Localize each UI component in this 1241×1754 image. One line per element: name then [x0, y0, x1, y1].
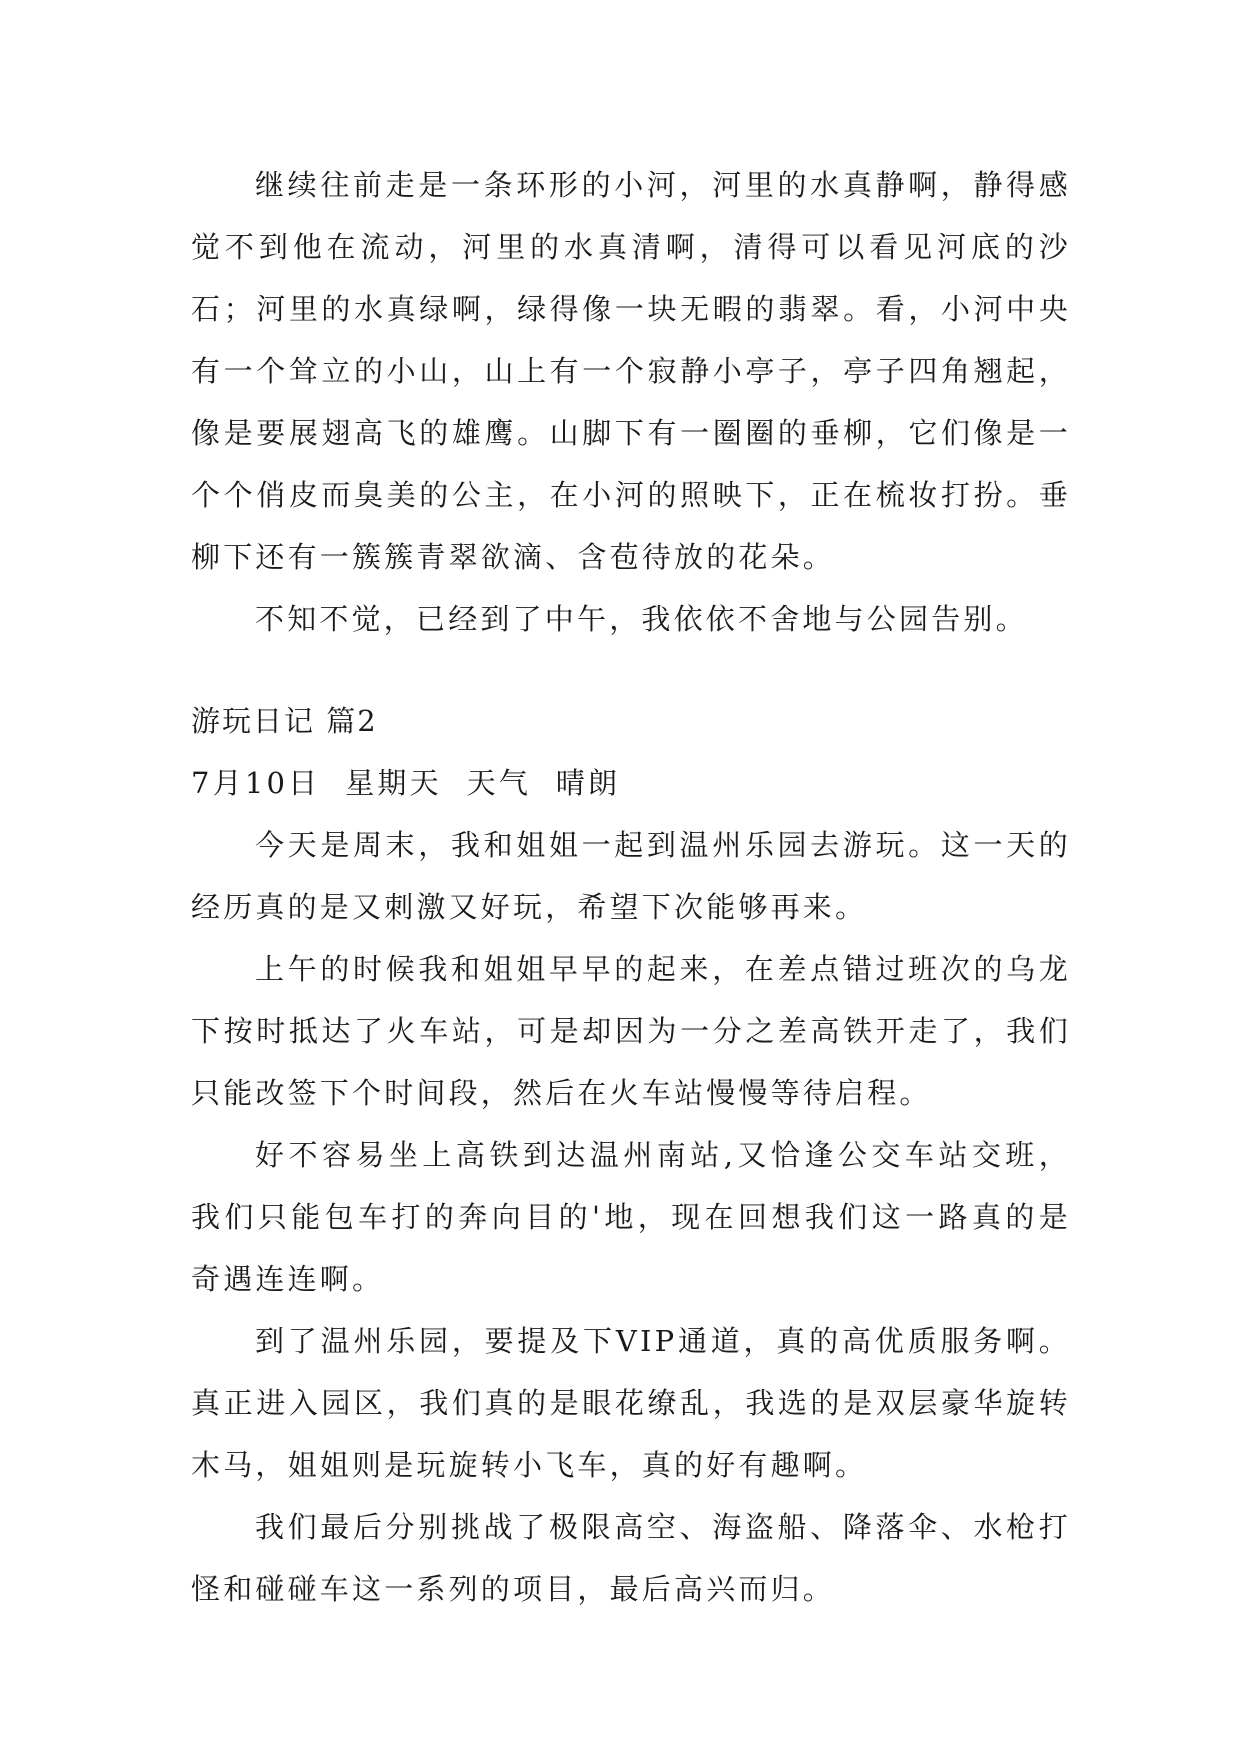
paragraph-morning: 上午的时候我和姐姐早早的起来，在差点错过班次的乌龙下按时抵达了火车站，可是却因为一分之差高铁开走了，我们只能改签下个时间段，然后在火车站慢慢等待启程。	[191, 952, 1071, 1110]
section-heading: 游玩日记 篇2	[191, 704, 378, 738]
date-line: 7月10日 星期天 天气 晴朗	[191, 766, 621, 800]
paragraph-farewell: 不知不觉，已经到了中午，我依依不舍地与公园告别。	[255, 602, 1028, 636]
paragraph-journey: 好不容易坐上高铁到达温州南站,又恰逢公交车站交班，我们只能包车打的奔向目的'地，现在回想我们这一路真的是奇遇连连啊。	[191, 1138, 1071, 1296]
paragraph-intro: 今天是周末，我和姐姐一起到温州乐园去游玩。这一天的经历真的是又刺激又好玩，希望下次能够再来。	[191, 828, 1071, 924]
paragraph-park: 到了温州乐园，要提及下VIP通道，真的高优质服务啊。真正进入园区，我们真的是眼花缭乱，我选的是双层豪华旋转木马，姐姐则是玩旋转小飞车，真的好有趣啊。	[191, 1324, 1071, 1482]
document-body	[191, 154, 1071, 1620]
paragraph-river: 继续往前走是一条环形的小河，河里的水真静啊，静得感觉不到他在流动，河里的水真清啊，清得可以看见河底的沙石；河里的水真绿啊，绿得像一块无暇的翡翠。看，小河中央有一个耸立的小山，山上有一个寂静小亭子，亭子四角翘起，像是要展翅高飞的雄鹰。山脚下有一圈圈的垂柳，它们像是一个个俏皮而臭美的公主，在小河的照映下，正在梳妆打扮。垂柳下还有一簇簇青翠欲滴、含苞待放的花朵。	[191, 168, 1071, 574]
paragraph-ending: 我们最后分别挑战了极限高空、海盗船、降落伞、水枪打怪和碰碰车这一系列的项目，最后高兴而归。	[191, 1510, 1071, 1606]
